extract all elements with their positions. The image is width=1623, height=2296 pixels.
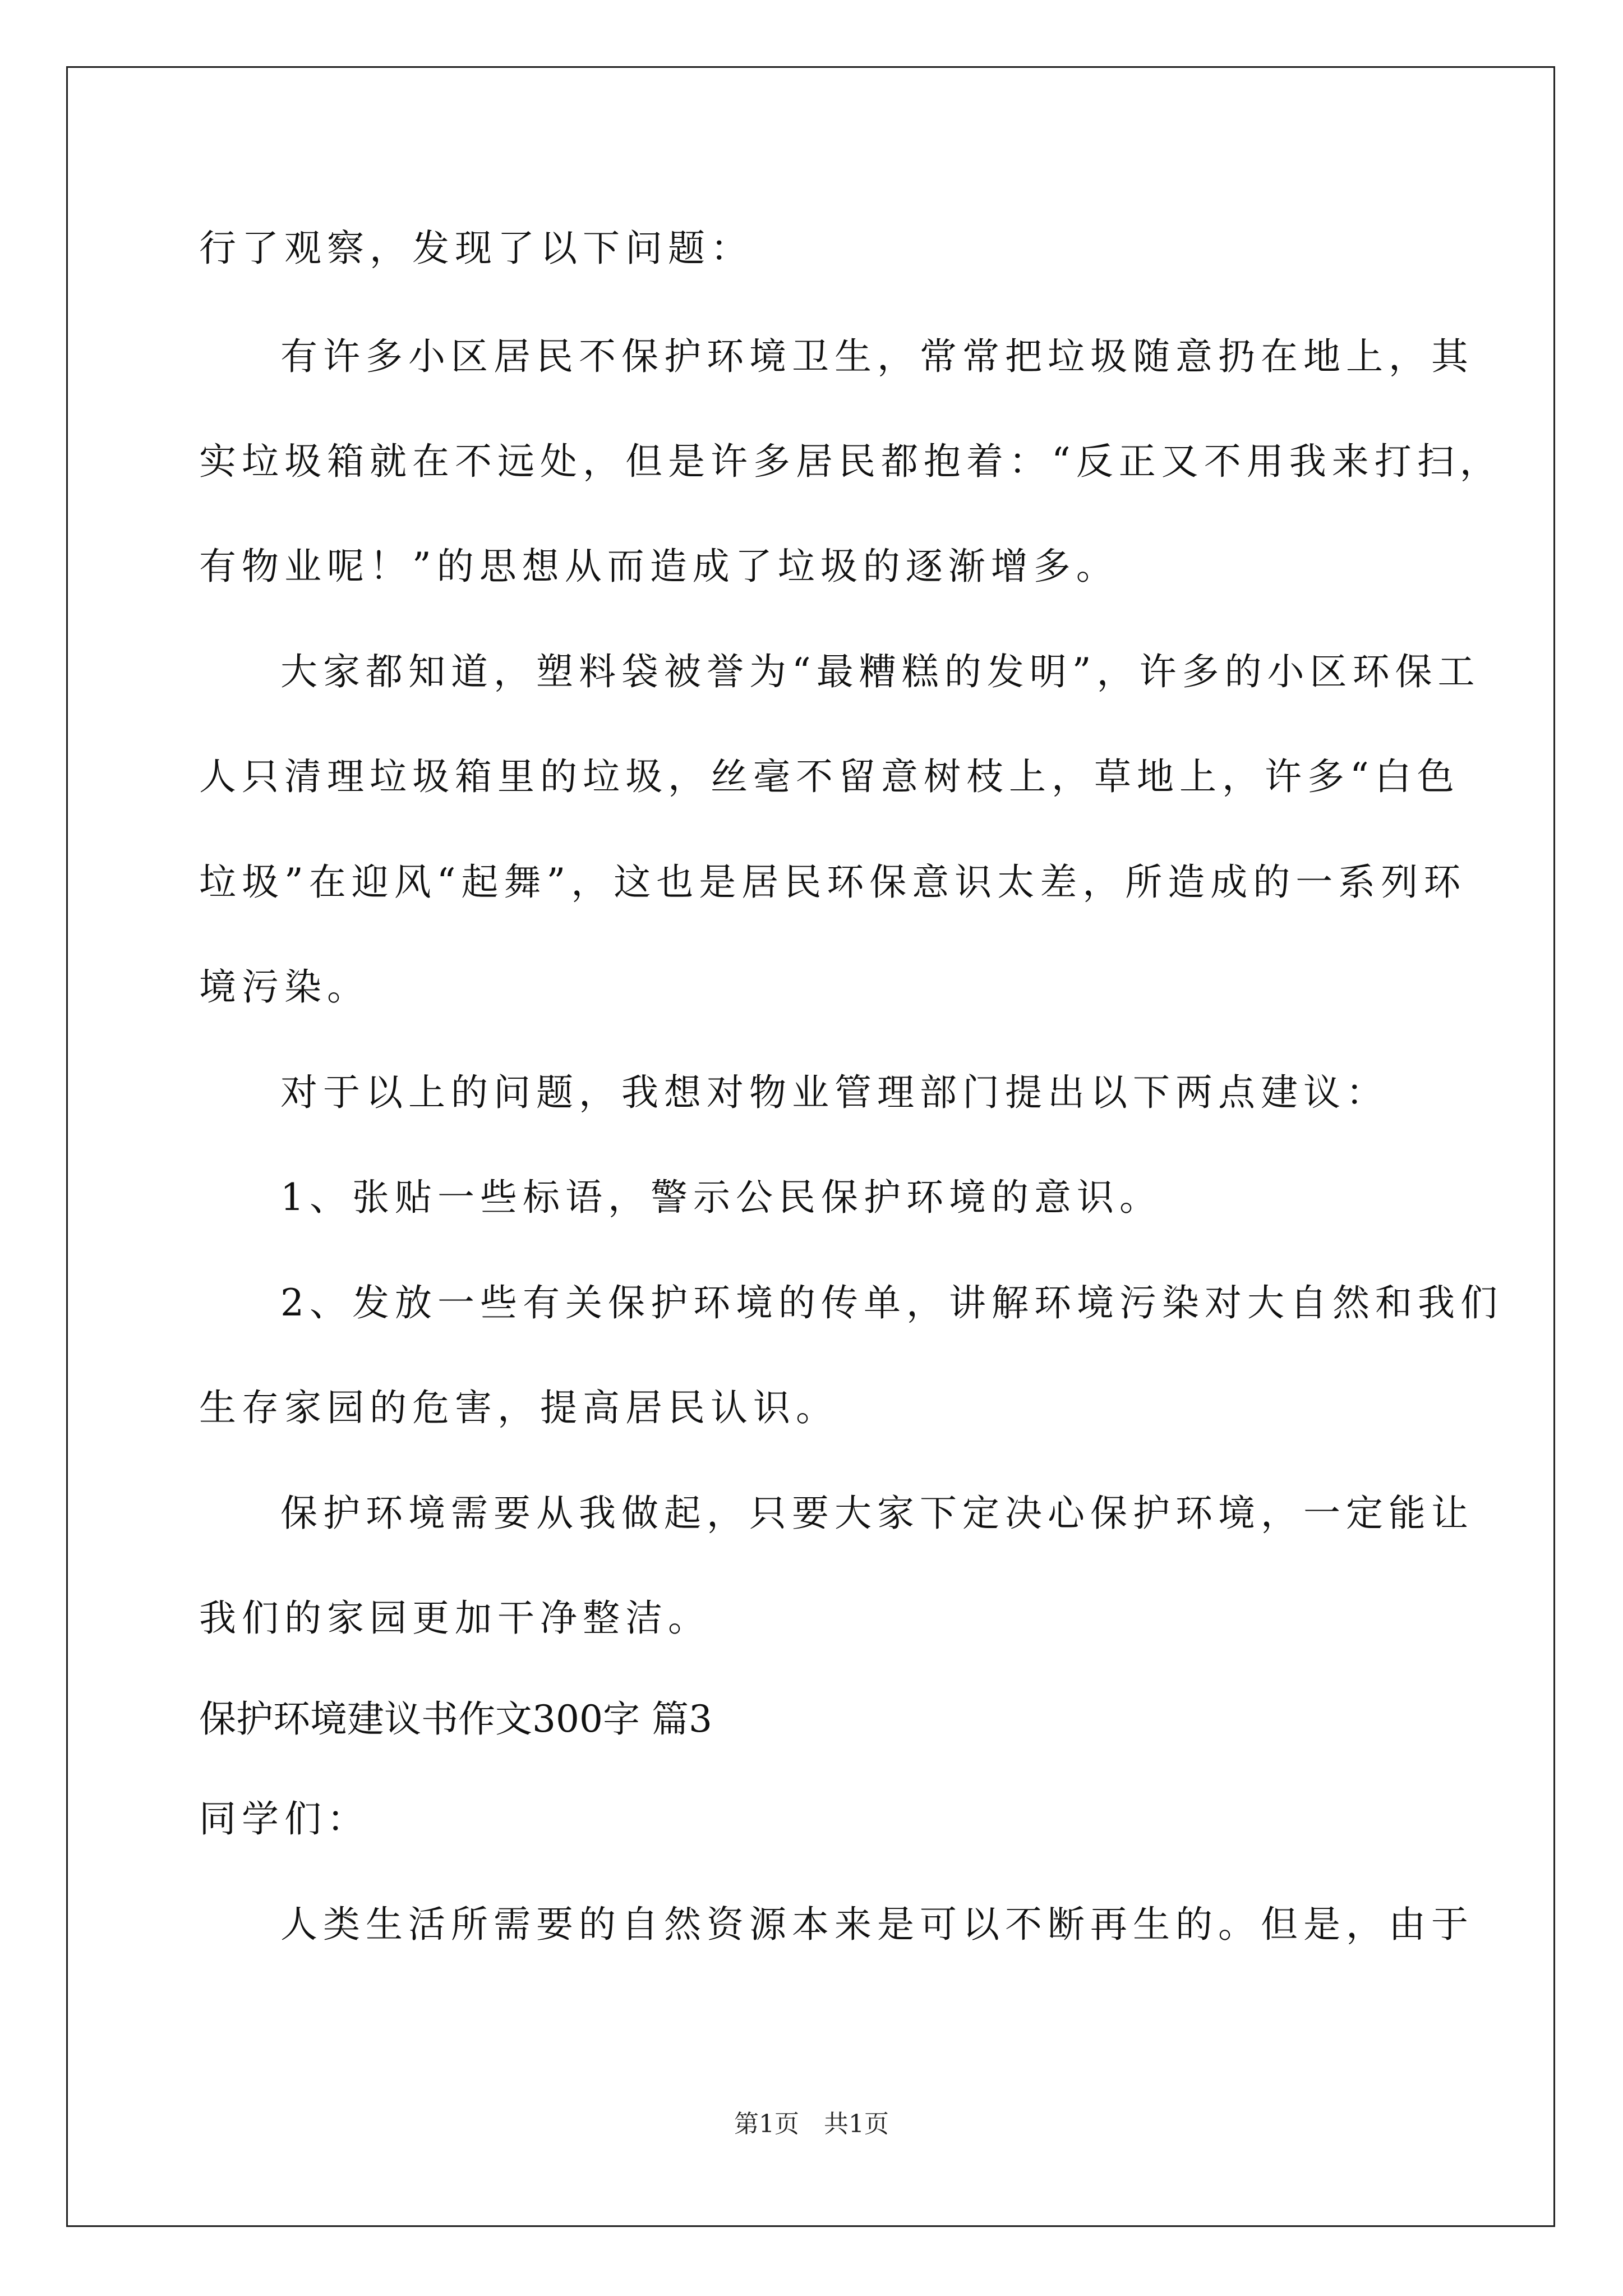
paragraph-line: 我们的家园更加干净整洁。	[199, 1596, 711, 1640]
section-heading: 保护环境建议书作文300字 篇3	[199, 1697, 712, 1741]
paragraph-line: 境污染。	[199, 965, 370, 1009]
paragraph-line: 大家都知道，塑料袋被誉为“最糟糕的发明”，许多的小区环保工	[280, 650, 1481, 693]
paragraph-line: 人类生活所需要的自然资源本来是可以不断再生的。但是，由于	[280, 1903, 1474, 1946]
paragraph-line: 有物业呢！”的思想从而造成了垃圾的逐渐增多。	[199, 545, 1119, 588]
paragraph-line: 1、张贴一些标语，警示公民保护环境的意识。	[280, 1176, 1162, 1219]
paragraph-line: 行了观察，发现了以下问题：	[199, 227, 753, 270]
paragraph-line: 2、发放一些有关保护环境的传单，讲解环境污染对大自然和我们	[280, 1281, 1503, 1324]
paragraph-line: 垃圾”在迎风“起舞”，这也是居民环保意识太差，所造成的一系列环	[199, 861, 1467, 904]
page-footer	[0, 2112, 1623, 2137]
paragraph-line: 保护环境需要从我做起，只要大家下定决心保护环境，一定能让	[280, 1492, 1474, 1535]
page-total: 共1页	[824, 2110, 889, 2138]
salutation: 同学们：	[199, 1797, 370, 1841]
page-number: 第1页	[734, 2110, 799, 2138]
paragraph-line: 生存家园的危害，提高居民认识。	[199, 1386, 838, 1429]
paragraph-line: 实垃圾箱就在不远处，但是许多居民都抱着：“反正又不用我来打扫，	[199, 440, 1502, 483]
paragraph-line: 人只清理垃圾箱里的垃圾，丝毫不留意树枝上，草地上，许多“白色	[199, 755, 1460, 798]
paragraph-line: 对于以上的问题，我想对物业管理部门提出以下两点建议：	[280, 1071, 1389, 1114]
paragraph-line: 有许多小区居民不保护环境卫生，常常把垃圾随意扔在地上，其	[280, 335, 1474, 378]
